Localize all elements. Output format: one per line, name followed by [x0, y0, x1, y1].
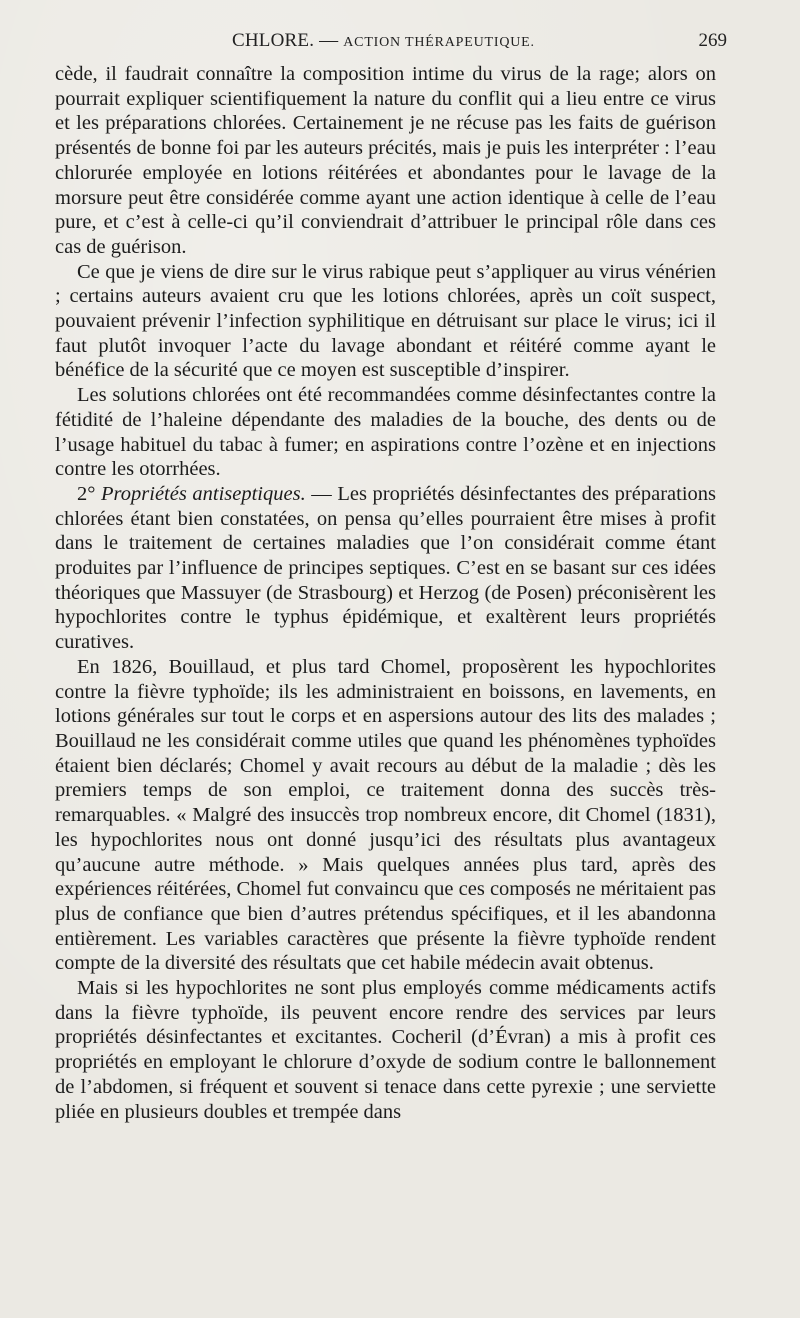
paragraph-4-text: — Les propriétés désinfectantes des préparations chlorées étant bien constatées, on pensa qu’elles pourraient être mises à profit dans le traitement de certaines maladies que l’on considérait comme étant produites par l’influence de principes septiques. C’est en se basant sur ces idées théoriques que Massuyer (de Strasbourg) et Herzog (de Posen) préconisèrent les hypochlorites contre le typhus épidémique, et exaltèrent leurs propriétés curatives. [55, 482, 716, 654]
section-number: 2° [77, 482, 102, 505]
page-number: 269 [698, 30, 727, 51]
section-heading: Propriétés antiseptiques. [101, 482, 306, 505]
paragraph-4 [55, 482, 716, 655]
header-title-dash: — [314, 30, 344, 51]
header-title-sub: ACTION THÉRAPEUTIQUE. [343, 35, 535, 50]
body-text [55, 62, 716, 1124]
paragraph-3: Les solutions chlorées ont été recommandées comme désinfectantes contre la fétidité de l’haleine dépendante des maladies de la bouche, des dents ou de l’usage habituel du tabac à fumer; en aspirations contre l’ozène et en injections contre les otorrhées. [55, 384, 716, 481]
paragraph-6: Mais si les hypochlorites ne sont plus employés comme médicaments actifs dans la fièvre typhoïde, ils peuvent encore rendre des services par leurs propriétés désinfectantes et excitantes. Cocheril (d’Évran) a mis à profit ces propriétés en employant le chlorure d’oxyde de sodium contre le ballonnement de l’abdomen, si fréquent et souvent si tenace dans cette pyrexie ; une serviette pliée en plusieurs doubles et trempée dans [55, 977, 716, 1123]
paragraph-1: cède, il faudrait connaître la composition intime du virus de la rage; alors on pourrait expliquer scientifiquement la nature du conflit qui a lieu entre ce virus et les préparations chlorées. Certainement je ne récuse pas les faits de guérison présentés de bonne foi par les auteurs précités, mais je puis les interpréter : l’eau chlorurée employée en lotions réitérées et abondantes pour le lavage de la morsure peut être considérée comme ayant une action identique à celle de l’eau pure, et c’est à celle-ci qu’il conviendrait d’attribuer le principal rôle dans ces cas de guérison. [55, 63, 716, 258]
header-title-main: CHLORE. [232, 30, 315, 51]
paragraph-5: En 1826, Bouillaud, et plus tard Chomel, proposèrent les hypochlorites contre la fièvre typhoïde; ils les administraient en boissons, en lavements, en lotions générales sur tout le corps et en aspersions autour des lits des malades ; Bouillaud ne les considérait comme utiles que quand les phénomènes typhoïdes étaient bien déclarés; Chomel y avait recours au début de la maladie ; dès les premiers temps de son emploi, ce traitement donna des succès très-remarquables. « Malgré des insuccès trop nombreux encore, dit Chomel (1831), les hypochlorites nous ont donné jusqu’ici des résultats plus avantageux qu’aucune autre méthode. » Mais quelques années plus tard, après des expériences réitérées, Chomel fut convaincu que ces composés ne méritaient pas plus de confiance que bien d’autres prétendus spécifiques, et il les abandonna entièrement. Les variables caractères que présente la fièvre typhoïde rendent compte de la diversité des résultats que cet habile médecin avait obtenus. [55, 655, 716, 975]
paragraph-2: Ce que je viens de dire sur le virus rabique peut s’appliquer au virus vénérien ; certains auteurs avaient cru que les lotions chlorées, après un coït suspect, pouvaient prévenir l’infection syphilitique en détruisant sur place le virus; ici il faut plutôt invoquer l’acte du lavage abondant et réitéré comme ayant le bénéfice de la sécurité que ce moyen est susceptible d’inspirer. [55, 260, 716, 382]
running-title [232, 30, 535, 52]
running-header [232, 30, 727, 56]
